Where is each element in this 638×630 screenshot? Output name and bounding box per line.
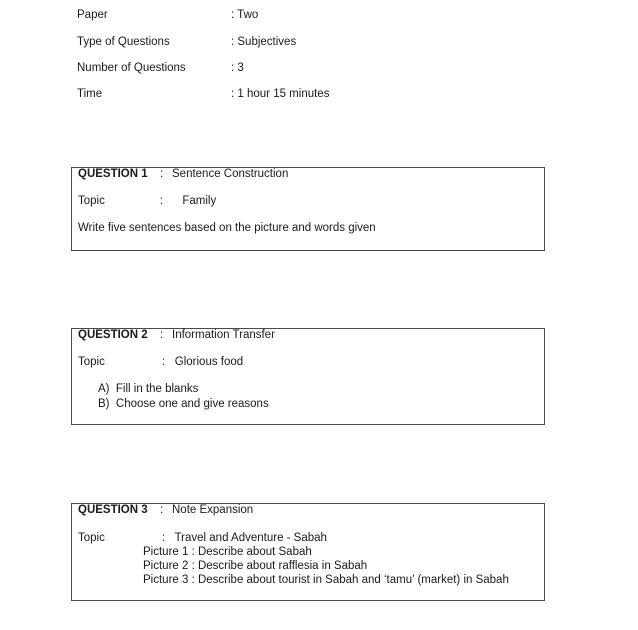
question-1-topic-label: Topic	[78, 195, 105, 207]
question-3-picture-3: Picture 3 : Describe about tourist in Sabah and ‘tamu’ (market) in Sabah	[143, 574, 509, 586]
question-2-sep: :	[160, 329, 164, 341]
info-label-number: Number of Questions	[77, 62, 186, 74]
question-1-box	[71, 167, 545, 251]
question-3-sep: :	[160, 504, 164, 516]
question-1-sep: :	[160, 168, 164, 180]
question-3-topic-value: : Travel and Adventure - Sabah	[162, 532, 327, 544]
question-2-topic-value: : Glorious food	[162, 356, 244, 368]
question-3-topic-label: Topic	[78, 532, 105, 544]
question-1-title: Sentence Construction	[172, 168, 289, 180]
question-3-box	[71, 503, 545, 601]
info-label-type: Type of Questions	[77, 36, 170, 48]
info-value-number: : 3	[231, 62, 244, 74]
question-2-topic-label: Topic	[78, 356, 105, 368]
question-2-part-a: A) Fill in the blanks	[98, 383, 199, 395]
info-label-paper: Paper	[77, 9, 108, 21]
question-3-picture-1: Picture 1 : Describe about Sabah	[143, 546, 312, 558]
question-2-box	[71, 328, 545, 425]
info-value-time: : 1 hour 15 minutes	[231, 88, 330, 100]
question-1-heading: QUESTION 1	[78, 168, 148, 180]
question-2-heading: QUESTION 2	[78, 329, 148, 341]
question-3-title: Note Expansion	[172, 504, 254, 516]
info-value-paper: : Two	[231, 9, 259, 21]
info-value-type: : Subjectives	[231, 36, 297, 48]
question-3-picture-2: Picture 2 : Describe about rafflesia in Sabah	[143, 560, 368, 572]
question-2-title: Information Transfer	[172, 329, 275, 341]
question-1-topic-value: : Family	[160, 195, 217, 207]
question-2-part-b: B) Choose one and give reasons	[98, 398, 269, 410]
info-label-time: Time	[77, 88, 103, 100]
question-1-instruction: Write five sentences based on the picture and words given	[78, 222, 376, 234]
question-3-heading: QUESTION 3	[78, 504, 148, 516]
